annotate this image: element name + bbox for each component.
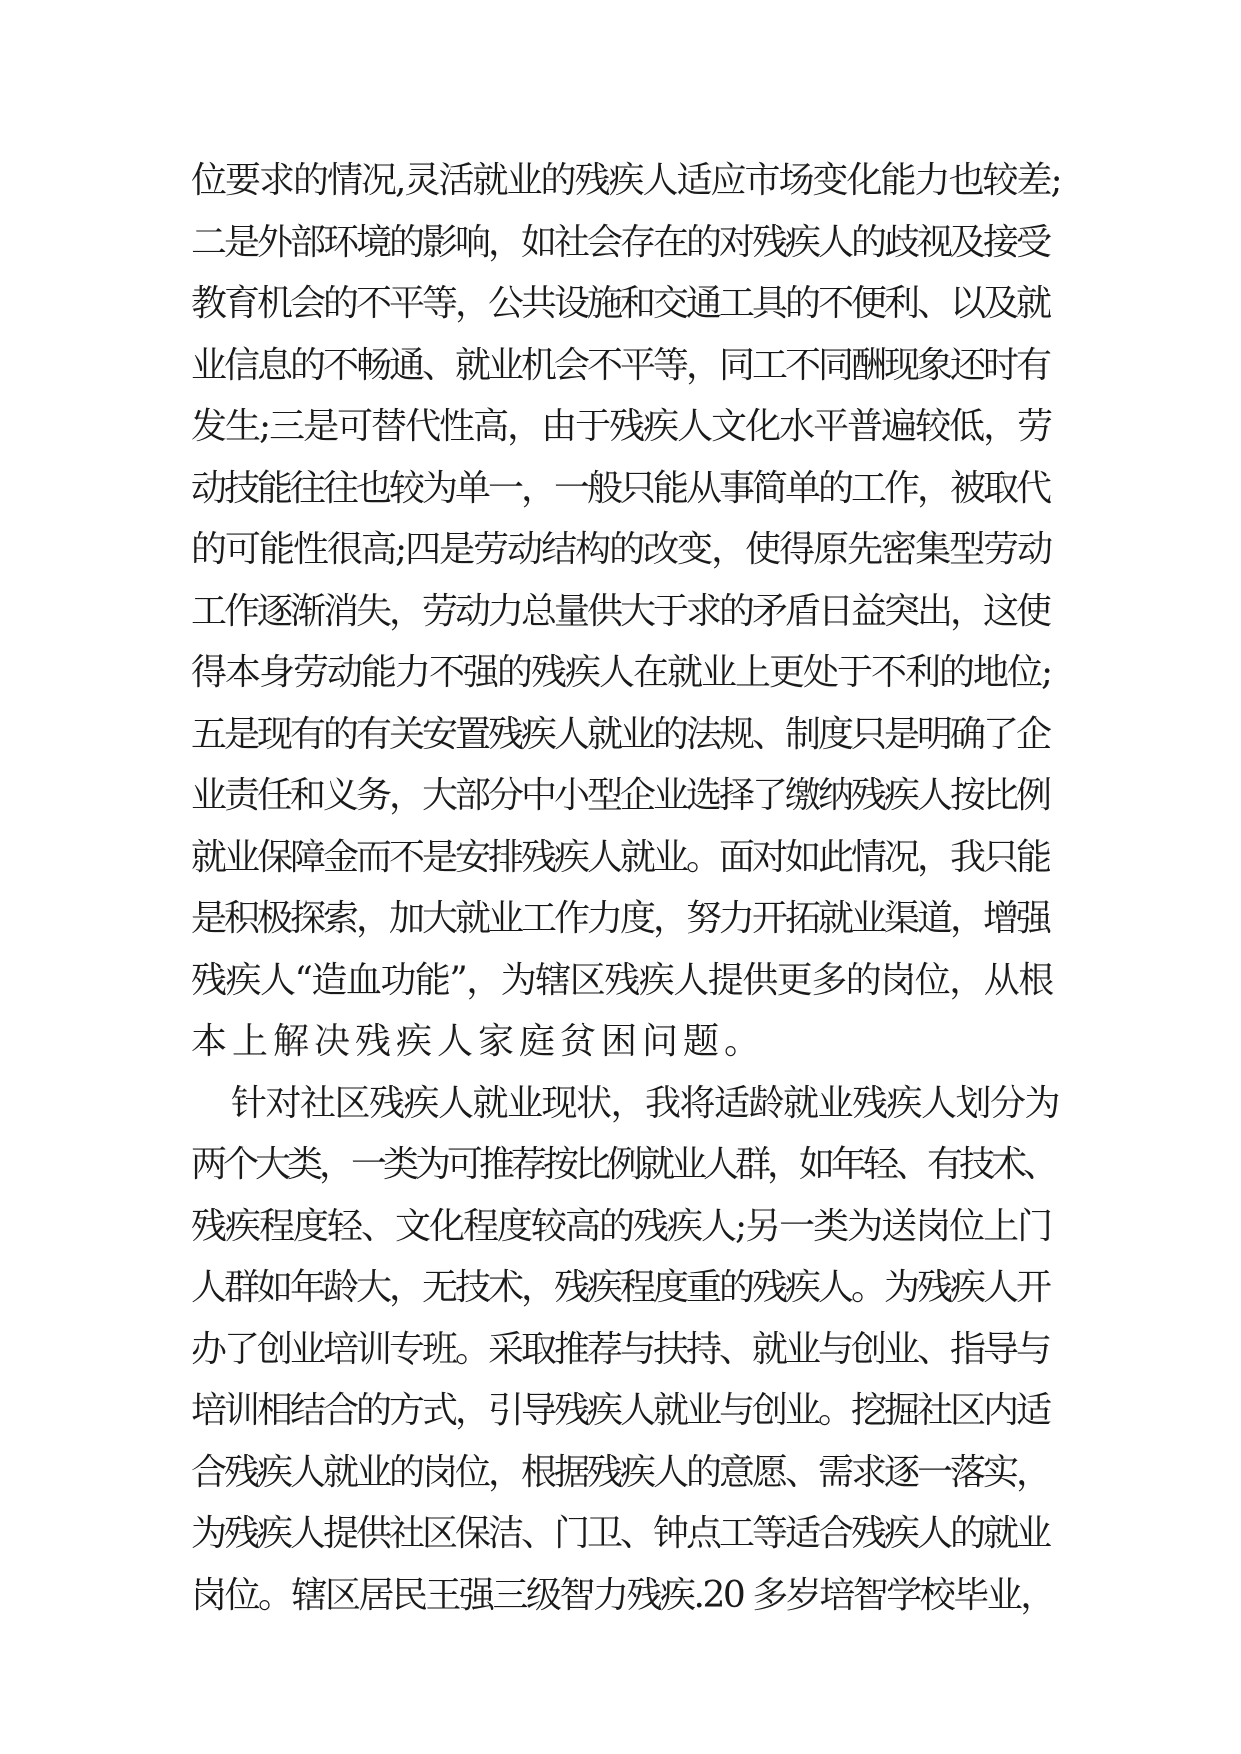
text-line: 是积极探索，加大就业工作力度，努力开拓就业渠道，增强: [191, 898, 1050, 939]
text-line: 培训相结合的方式，引导残疾人就业与创业。挖掘社区内适: [191, 1390, 1050, 1431]
text-line: 为残疾人提供社区保洁、门卫、钟点工等适合残疾人的就业: [191, 1513, 1050, 1554]
paragraph-2: [191, 1073, 1061, 1627]
text-line: 人群如年龄大，无技术，残疾程度重的残疾人。为残疾人开: [191, 1267, 1050, 1308]
text-line: 岗位。辖区居民王强三级智力残疾.20 多岁培智学校毕业，: [191, 1574, 1054, 1616]
text-line: 业信息的不畅通、就业机会不平等，同工不同酬现象还时有: [191, 344, 1050, 386]
text-line: 发生;三是可替代性高，由于残疾人文化水平普遍较低，劳: [191, 406, 1052, 447]
paragraph-1: [191, 150, 1061, 1073]
text-line: 就业保障金而不是安排残疾人就业。面对如此情况，我只能: [191, 836, 1050, 878]
text-line: 得本身劳动能力不强的残疾人在就业上更处于不利的地位;: [191, 652, 1052, 693]
body-text: [191, 150, 1061, 1626]
text-line: 工作逐渐消失，劳动力总量供大于求的矛盾日益突出，这使: [191, 590, 1050, 632]
text-line: 教育机会的不平等，公共设施和交通工具的不便利、以及就: [191, 283, 1050, 324]
text-line: 五是现有的有关安置残疾人就业的法规、制度只是明确了企: [191, 713, 1050, 755]
text-line: 残疾程度轻、文化程度较高的残疾人;另一类为送岗位上门: [191, 1205, 1052, 1247]
text-line: 两个大类，一类为可推荐按比例就业人群，如年轻、有技术、: [191, 1144, 1056, 1185]
text-line: 合残疾人就业的岗位，根据残疾人的意愿、需求逐一落实，: [191, 1451, 1050, 1493]
text-line: 的可能性很高;四是劳动结构的改变，使得原先密集型劳动: [191, 529, 1052, 570]
text-line: 位要求的情况,灵活就业的残疾人适应市场变化能力也较差;: [191, 160, 1061, 201]
text-line: 本上解决残疾人家庭贫困问题。: [191, 1021, 766, 1062]
text-line: 二是外部环境的影响，如社会存在的对残疾人的歧视及接受: [191, 221, 1050, 263]
text-line: 业责任和义务，大部分中小型企业选择了缴纳残疾人按比例: [191, 775, 1050, 816]
text-line: 动技能往往也较为单一，一般只能从事简单的工作，被取代: [191, 467, 1050, 509]
text-line: 残疾人“造血功能”，为辖区残疾人提供更多的岗位，从根: [191, 959, 1053, 1001]
text-line: 针对社区残疾人就业现状，我将适龄就业残疾人划分为: [231, 1082, 1060, 1124]
text-line: 办了创业培训专班。采取推荐与扶持、就业与创业、指导与: [191, 1328, 1050, 1370]
